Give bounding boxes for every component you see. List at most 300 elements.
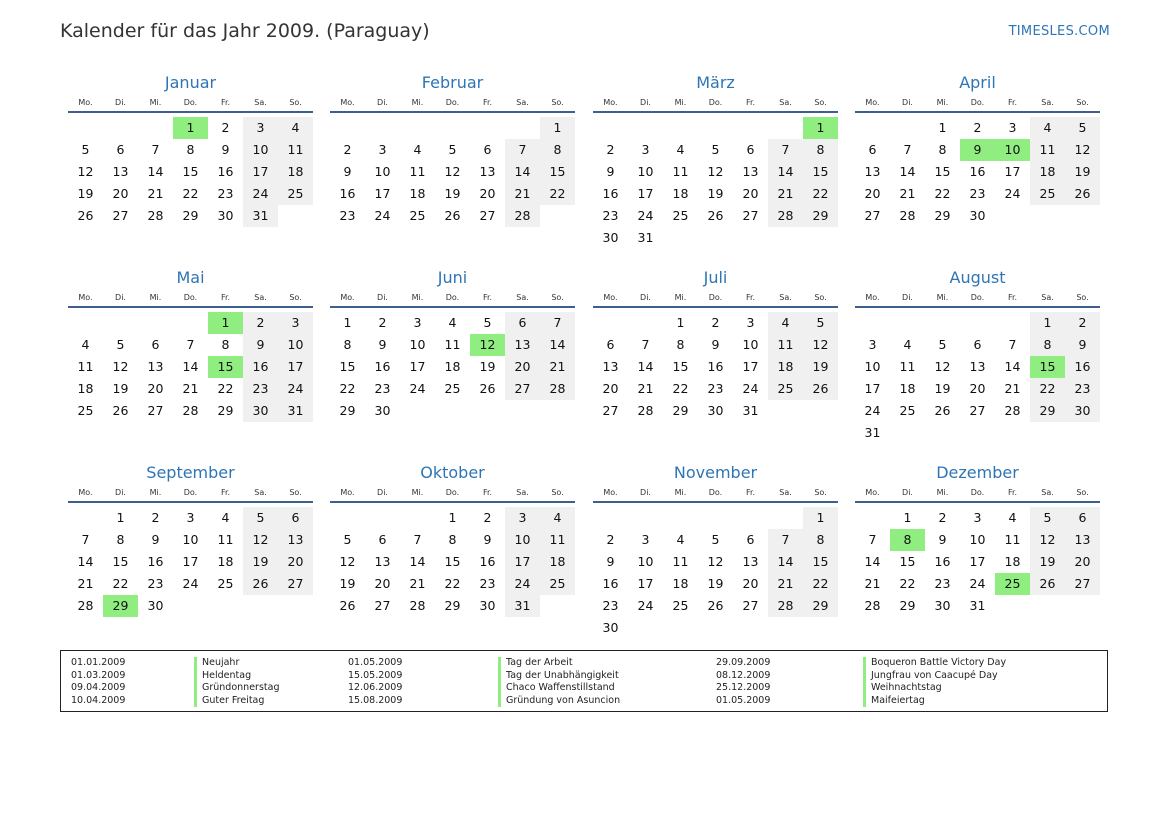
day-grid	[330, 312, 575, 422]
weekday-label: Mo.	[78, 488, 93, 497]
weekday-label: So.	[551, 488, 564, 497]
day-cell: 24	[505, 573, 540, 595]
day-cell: 29	[182, 208, 199, 223]
day-cell: 3	[973, 510, 982, 525]
day-grid	[855, 312, 1100, 444]
day-cell: 13	[505, 334, 540, 356]
day-cell: 22	[672, 381, 689, 396]
day-cell: 17	[409, 359, 426, 374]
day-cell: 21	[540, 356, 575, 378]
empty-day-cell	[68, 507, 103, 529]
holiday-day-cell: 1	[173, 117, 208, 139]
day-cell: 9	[378, 337, 387, 352]
day-cell: 12	[243, 529, 278, 551]
day-cell: 19	[707, 576, 724, 591]
weekday-label: Do.	[708, 98, 723, 107]
day-cell: 11	[768, 334, 803, 356]
weekday-label: Do.	[445, 488, 460, 497]
day-cell: 29	[217, 403, 234, 418]
day-cell: 30	[602, 620, 619, 635]
day-cell: 27	[505, 378, 540, 400]
day-cell: 29	[339, 403, 356, 418]
day-cell: 9	[151, 532, 160, 547]
day-cell: 20	[864, 186, 881, 201]
weekday-label: Mo.	[78, 98, 93, 107]
legend-date: 09.04.2009	[71, 682, 126, 694]
day-cell: 9	[606, 554, 615, 569]
day-cell: 25	[1030, 183, 1065, 205]
day-cell: 15	[112, 554, 129, 569]
day-cell: 4	[903, 337, 912, 352]
day-cell: 19	[1030, 551, 1065, 573]
day-cell: 31	[278, 400, 313, 422]
day-cell: 27	[147, 403, 164, 418]
legend-holiday-name: Jungfrau von Caacupé Day	[871, 669, 998, 681]
month-november	[593, 463, 838, 639]
day-cell: 29	[899, 598, 916, 613]
weekday-header	[68, 292, 313, 308]
day-cell: 17	[505, 551, 540, 573]
day-cell: 17	[278, 356, 313, 378]
empty-day-cell	[663, 507, 698, 529]
day-cell: 10	[278, 334, 313, 356]
empty-day-cell	[593, 117, 628, 139]
weekday-label: Mi.	[149, 293, 162, 302]
day-cell: 9	[711, 337, 720, 352]
weekday-label: Fr.	[745, 98, 756, 107]
day-cell: 23	[602, 208, 619, 223]
day-cell: 9	[243, 334, 278, 356]
day-cell: 5	[1065, 117, 1100, 139]
empty-day-cell	[855, 117, 890, 139]
weekday-label: Di.	[115, 98, 126, 107]
weekday-label: Mi.	[674, 488, 687, 497]
day-grid	[330, 117, 575, 227]
day-cell: 9	[221, 142, 230, 157]
empty-day-cell	[68, 312, 103, 334]
weekday-header	[855, 292, 1100, 308]
empty-day-cell	[365, 507, 400, 529]
day-cell: 20	[505, 356, 540, 378]
day-cell: 13	[278, 529, 313, 551]
day-cell: 15	[899, 554, 916, 569]
day-cell: 13	[602, 359, 619, 374]
day-cell: 17	[864, 381, 881, 396]
day-cell: 12	[707, 554, 724, 569]
day-cell: 8	[938, 142, 947, 157]
weekday-label: Di.	[115, 488, 126, 497]
month-juli	[593, 268, 838, 422]
day-cell: 24	[1004, 186, 1021, 201]
day-cell: 8	[540, 139, 575, 161]
day-cell: 15	[672, 359, 689, 374]
day-cell: 11	[672, 554, 689, 569]
day-cell: 14	[1004, 359, 1021, 374]
day-cell: 22	[112, 576, 129, 591]
month-september	[68, 463, 313, 617]
day-cell: 28	[768, 595, 803, 617]
weekday-label: Fr.	[1007, 293, 1018, 302]
empty-day-cell	[960, 312, 995, 334]
day-cell: 24	[182, 576, 199, 591]
month-januar	[68, 73, 313, 227]
day-cell: 26	[77, 208, 94, 223]
empty-day-cell	[995, 312, 1030, 334]
weekday-label: So.	[289, 293, 302, 302]
day-cell: 2	[378, 315, 387, 330]
day-cell: 21	[768, 573, 803, 595]
day-cell: 28	[768, 205, 803, 227]
day-cell: 2	[1065, 312, 1100, 334]
holiday-day-cell: 25	[995, 573, 1030, 595]
day-cell: 25	[444, 381, 461, 396]
weekday-label: Do.	[970, 293, 985, 302]
weekday-label: Fr.	[482, 98, 493, 107]
day-cell: 6	[606, 337, 615, 352]
month-name: Juli	[703, 268, 728, 287]
weekday-label: Do.	[708, 293, 723, 302]
weekday-label: So.	[1076, 488, 1089, 497]
legend-holiday-name: Chaco Waffenstillstand	[506, 682, 615, 694]
day-cell: 22	[899, 576, 916, 591]
weekday-label: Sa.	[516, 98, 529, 107]
day-cell: 9	[1065, 334, 1100, 356]
day-cell: 27	[742, 208, 759, 223]
day-cell: 20	[479, 186, 496, 201]
day-cell: 14	[768, 161, 803, 183]
day-cell: 19	[243, 551, 278, 573]
day-cell: 14	[77, 554, 94, 569]
day-cell: 8	[676, 337, 685, 352]
day-cell: 18	[672, 576, 689, 591]
day-cell: 26	[1065, 183, 1100, 205]
day-cell: 3	[641, 142, 650, 157]
day-cell: 2	[606, 142, 615, 157]
weekday-label: Do.	[445, 293, 460, 302]
weekday-label: Mo.	[865, 293, 880, 302]
weekday-header	[855, 487, 1100, 503]
day-cell: 29	[672, 403, 689, 418]
day-cell: 14	[540, 334, 575, 356]
day-cell: 26	[444, 208, 461, 223]
day-cell: 22	[540, 183, 575, 205]
day-cell: 18	[1030, 161, 1065, 183]
day-cell: 14	[409, 554, 426, 569]
day-cell: 18	[672, 186, 689, 201]
weekday-label: Sa.	[516, 293, 529, 302]
day-cell: 24	[637, 208, 654, 223]
empty-day-cell	[925, 312, 960, 334]
day-cell: 25	[672, 598, 689, 613]
day-cell: 5	[711, 142, 720, 157]
weekday-label: Mo.	[78, 293, 93, 302]
holiday-day-cell: 10	[995, 139, 1030, 161]
day-cell: 20	[278, 551, 313, 573]
weekday-label: Mi.	[149, 98, 162, 107]
brand-link[interactable]: TIMESLES.COM	[1008, 24, 1110, 39]
legend-dates-3	[716, 657, 770, 707]
empty-day-cell	[733, 117, 768, 139]
day-cell: 19	[803, 356, 838, 378]
weekday-label: Fr.	[482, 488, 493, 497]
day-cell: 23	[339, 208, 356, 223]
month-name: September	[146, 463, 235, 482]
empty-day-cell	[138, 312, 173, 334]
day-cell: 14	[768, 551, 803, 573]
month-name: Dezember	[936, 463, 1019, 482]
day-cell: 31	[969, 598, 986, 613]
day-grid	[855, 507, 1100, 617]
day-cell: 17	[243, 161, 278, 183]
holiday-day-cell: 15	[208, 356, 243, 378]
day-cell: 4	[413, 142, 422, 157]
day-grid	[330, 507, 575, 617]
day-cell: 14	[147, 164, 164, 179]
legend-dates-2	[348, 657, 402, 707]
day-cell: 10	[243, 139, 278, 161]
day-cell: 22	[1030, 378, 1065, 400]
day-cell: 8	[803, 139, 838, 161]
day-cell: 6	[116, 142, 125, 157]
day-cell: 5	[803, 312, 838, 334]
day-cell: 16	[969, 164, 986, 179]
day-cell: 21	[1004, 381, 1021, 396]
day-cell: 5	[938, 337, 947, 352]
legend-holiday-name: Weihnachtstag	[871, 682, 942, 694]
day-cell: 28	[1004, 403, 1021, 418]
day-cell: 1	[903, 510, 912, 525]
day-cell: 21	[147, 186, 164, 201]
day-cell: 26	[707, 208, 724, 223]
day-cell: 7	[505, 139, 540, 161]
empty-day-cell	[330, 507, 365, 529]
holiday-legend	[60, 650, 1108, 712]
day-cell: 9	[343, 164, 352, 179]
day-cell: 30	[1065, 400, 1100, 422]
month-name: Oktober	[420, 463, 485, 482]
day-cell: 9	[938, 532, 947, 547]
empty-day-cell	[103, 312, 138, 334]
day-cell: 3	[413, 315, 422, 330]
day-cell: 31	[505, 595, 540, 617]
day-cell: 24	[243, 183, 278, 205]
day-cell: 17	[374, 186, 391, 201]
day-cell: 10	[505, 529, 540, 551]
day-cell: 30	[243, 400, 278, 422]
day-cell: 9	[483, 532, 492, 547]
day-cell: 19	[934, 381, 951, 396]
day-cell: 1	[676, 315, 685, 330]
day-cell: 23	[934, 576, 951, 591]
empty-day-cell	[768, 117, 803, 139]
day-cell: 10	[742, 337, 759, 352]
legend-holiday-name: Gründonnerstag	[202, 682, 280, 694]
day-cell: 29	[934, 208, 951, 223]
day-cell: 19	[339, 576, 356, 591]
day-cell: 29	[444, 598, 461, 613]
day-cell: 24	[864, 403, 881, 418]
weekday-label: Fr.	[745, 488, 756, 497]
weekday-label: Fr.	[1007, 98, 1018, 107]
day-cell: 13	[147, 359, 164, 374]
month-dezember	[855, 463, 1100, 617]
day-cell: 28	[505, 205, 540, 227]
day-cell: 10	[969, 532, 986, 547]
weekday-label: Fr.	[745, 293, 756, 302]
day-cell: 12	[339, 554, 356, 569]
weekday-label: Mi.	[411, 293, 424, 302]
weekday-header	[593, 97, 838, 113]
day-cell: 28	[864, 598, 881, 613]
day-cell: 5	[1030, 507, 1065, 529]
day-cell: 26	[479, 381, 496, 396]
day-cell: 21	[899, 186, 916, 201]
day-cell: 27	[374, 598, 391, 613]
day-cell: 31	[864, 425, 881, 440]
day-cell: 22	[803, 183, 838, 205]
day-cell: 8	[186, 142, 195, 157]
day-cell: 14	[899, 164, 916, 179]
day-cell: 12	[803, 334, 838, 356]
day-cell: 20	[742, 186, 759, 201]
legend-date: 01.05.2009	[348, 657, 403, 668]
month-name: März	[696, 73, 735, 92]
day-cell: 10	[637, 164, 654, 179]
legend-date: 15.05.2009	[348, 669, 403, 681]
day-cell: 13	[864, 164, 881, 179]
day-cell: 24	[637, 598, 654, 613]
day-cell: 30	[969, 208, 986, 223]
legend-date: 15.08.2009	[348, 694, 403, 706]
day-cell: 23	[243, 378, 278, 400]
legend-names-3	[863, 657, 1006, 707]
day-cell: 10	[637, 554, 654, 569]
legend-holiday-name: Tag der Arbeit	[506, 657, 573, 668]
day-cell: 25	[77, 403, 94, 418]
day-cell: 4	[221, 510, 230, 525]
day-cell: 16	[602, 576, 619, 591]
weekday-label: So.	[289, 488, 302, 497]
day-cell: 31	[742, 403, 759, 418]
day-cell: 29	[803, 205, 838, 227]
empty-day-cell	[103, 117, 138, 139]
day-cell: 27	[1065, 573, 1100, 595]
day-cell: 3	[505, 507, 540, 529]
day-cell: 5	[448, 142, 457, 157]
day-grid	[593, 117, 838, 249]
day-cell: 25	[672, 208, 689, 223]
day-cell: 3	[641, 532, 650, 547]
day-cell: 30	[602, 230, 619, 245]
weekday-label: Mo.	[603, 98, 618, 107]
day-grid	[593, 507, 838, 639]
weekday-label: Fr.	[220, 488, 231, 497]
day-cell: 7	[868, 532, 877, 547]
day-cell: 26	[803, 378, 838, 400]
weekday-label: Mi.	[149, 488, 162, 497]
day-cell: 6	[278, 507, 313, 529]
day-cell: 30	[479, 598, 496, 613]
weekday-label: Sa.	[779, 488, 792, 497]
day-cell: 27	[969, 403, 986, 418]
weekday-header	[68, 487, 313, 503]
day-cell: 26	[243, 573, 278, 595]
day-cell: 24	[409, 381, 426, 396]
day-cell: 3	[1008, 120, 1017, 135]
day-cell: 26	[707, 598, 724, 613]
weekday-label: So.	[289, 98, 302, 107]
day-cell: 15	[540, 161, 575, 183]
weekday-label: Sa.	[779, 293, 792, 302]
empty-day-cell	[68, 117, 103, 139]
day-cell: 13	[479, 164, 496, 179]
legend-holiday-name: Guter Freitag	[202, 694, 265, 706]
weekday-header	[68, 97, 313, 113]
day-cell: 4	[1030, 117, 1065, 139]
legend-names-2	[498, 657, 620, 707]
day-cell: 17	[742, 359, 759, 374]
day-cell: 16	[147, 554, 164, 569]
day-cell: 15	[934, 164, 951, 179]
weekday-label: Do.	[970, 98, 985, 107]
day-cell: 24	[278, 378, 313, 400]
weekday-label: Sa.	[254, 293, 267, 302]
day-grid	[68, 312, 313, 422]
empty-day-cell	[138, 117, 173, 139]
day-cell: 13	[112, 164, 129, 179]
day-cell: 26	[1030, 573, 1065, 595]
weekday-label: Mi.	[674, 293, 687, 302]
day-cell: 19	[1065, 161, 1100, 183]
day-cell: 7	[768, 139, 803, 161]
day-cell: 20	[742, 576, 759, 591]
weekday-label: Mo.	[865, 98, 880, 107]
weekday-label: Sa.	[779, 98, 792, 107]
day-cell: 1	[938, 120, 947, 135]
day-cell: 23	[602, 598, 619, 613]
day-cell: 23	[217, 186, 234, 201]
legend-holiday-name: Tag der Unabhängigkeit	[506, 669, 619, 681]
day-cell: 19	[707, 186, 724, 201]
day-cell: 13	[969, 359, 986, 374]
month-februar	[330, 73, 575, 227]
empty-day-cell	[470, 117, 505, 139]
weekday-header	[593, 292, 838, 308]
holiday-day-cell: 12	[470, 334, 505, 356]
day-cell: 12	[77, 164, 94, 179]
day-cell: 5	[343, 532, 352, 547]
legend-date: 08.12.2009	[716, 669, 771, 681]
day-cell: 25	[768, 378, 803, 400]
day-cell: 27	[479, 208, 496, 223]
weekday-label: Mi.	[674, 98, 687, 107]
empty-day-cell	[330, 117, 365, 139]
day-cell: 11	[77, 359, 94, 374]
day-cell: 8	[343, 337, 352, 352]
day-grid	[855, 117, 1100, 227]
day-cell: 18	[444, 359, 461, 374]
empty-day-cell	[593, 507, 628, 529]
day-cell: 20	[969, 381, 986, 396]
weekday-label: Di.	[377, 488, 388, 497]
day-cell: 12	[444, 164, 461, 179]
day-cell: 18	[278, 161, 313, 183]
day-cell: 19	[444, 186, 461, 201]
day-cell: 7	[1008, 337, 1017, 352]
day-cell: 12	[1065, 139, 1100, 161]
day-cell: 28	[409, 598, 426, 613]
day-cell: 23	[147, 576, 164, 591]
